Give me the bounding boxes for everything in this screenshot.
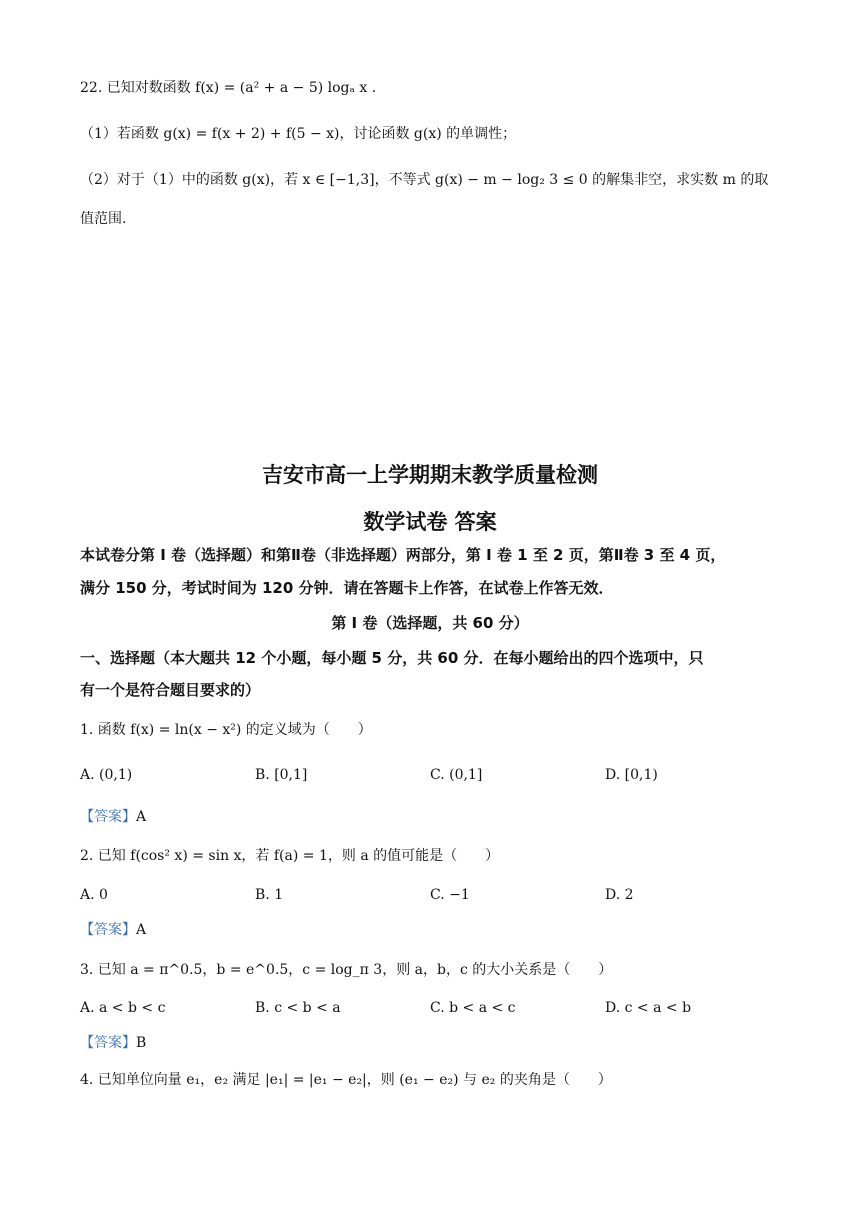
answer-3 bbox=[80, 1032, 146, 1052]
q22-part2-continued: 值范围. bbox=[80, 211, 127, 227]
option-c: C. b < a < c bbox=[430, 1000, 516, 1016]
question-2-stem: 2. 已知 f(cos² x) = sin x，若 f(a) = 1，则 a 的值可能是（ ） bbox=[80, 848, 500, 864]
answer-value: A bbox=[136, 809, 147, 825]
option-b: B. 1 bbox=[255, 887, 284, 903]
option-c: C. (0,1] bbox=[430, 767, 483, 783]
option-b: B. [0,1] bbox=[255, 767, 308, 783]
answer-tag: 【答案】 bbox=[80, 809, 136, 825]
section-heading-line-1: 一、选择题（本大题共 12 个小题，每小题 5 分，共 60 分．在每小题给出的四个选项中，只 bbox=[80, 649, 704, 667]
option-a: A. (0,1) bbox=[80, 767, 133, 783]
answer-tag: 【答案】 bbox=[80, 1035, 136, 1051]
page-title: 吉安市高一上学期期末教学质量检测 bbox=[262, 463, 598, 487]
option-c: C. −1 bbox=[430, 887, 470, 903]
answer-value: B bbox=[136, 1035, 147, 1051]
option-a: A. a < b < c bbox=[80, 1000, 166, 1016]
question-3-stem: 3. 已知 a = π^0.5，b = e^0.5，c = log_π 3，则 a，b，c 的大小关系是（ ） bbox=[80, 962, 613, 978]
answer-1 bbox=[80, 806, 146, 826]
section-heading-line-2: 有一个是符合题目要求的） bbox=[80, 681, 261, 699]
section-title: 第 I 卷（选择题，共 60 分） bbox=[331, 614, 529, 632]
q22-part1: （1）若函数 g(x) = f(x + 2) + f(5 − x)，讨论函数 g(x) 的单调性； bbox=[80, 126, 517, 142]
page-subtitle: 数学试卷 答案 bbox=[363, 510, 497, 534]
option-a: A. 0 bbox=[80, 887, 108, 903]
intro-line-1: 本试卷分第 I 卷（选择题）和第Ⅱ卷（非选择题）两部分，第 I 卷 1 至 2 页，第Ⅱ卷 3 至 4 页， bbox=[80, 546, 726, 564]
option-d: D. c < a < b bbox=[605, 1000, 692, 1016]
option-d: D. [0,1) bbox=[605, 767, 658, 783]
answer-tag: 【答案】 bbox=[80, 922, 136, 938]
q22-stem: 22. 已知对数函数 f(x) = (a² + a − 5) logₐ x . bbox=[80, 80, 377, 96]
intro-line-2: 满分 150 分，考试时间为 120 分钟．请在答题卡上作答，在试卷上作答无效． bbox=[80, 579, 614, 597]
question-4-stem: 4. 已知单位向量 e₁，e₂ 满足 |e₁| = |e₁ − e₂|，则 (e₁ − e₂) 与 e₂ 的夹角是（ ） bbox=[80, 1072, 612, 1088]
question-1-stem: 1. 函数 f(x) = ln(x − x²) 的定义域为（ ） bbox=[80, 722, 372, 738]
q22-part2: （2）对于（1）中的函数 g(x)，若 x ∈ [−1,3]，不等式 g(x) − m − log₂ 3 ≤ 0 的解集非空，求实数 m 的取 bbox=[80, 172, 769, 188]
option-b: B. c < b < a bbox=[255, 1000, 341, 1016]
answer-value: A bbox=[136, 922, 147, 938]
answer-2 bbox=[80, 919, 146, 939]
option-d: D. 2 bbox=[605, 887, 634, 903]
